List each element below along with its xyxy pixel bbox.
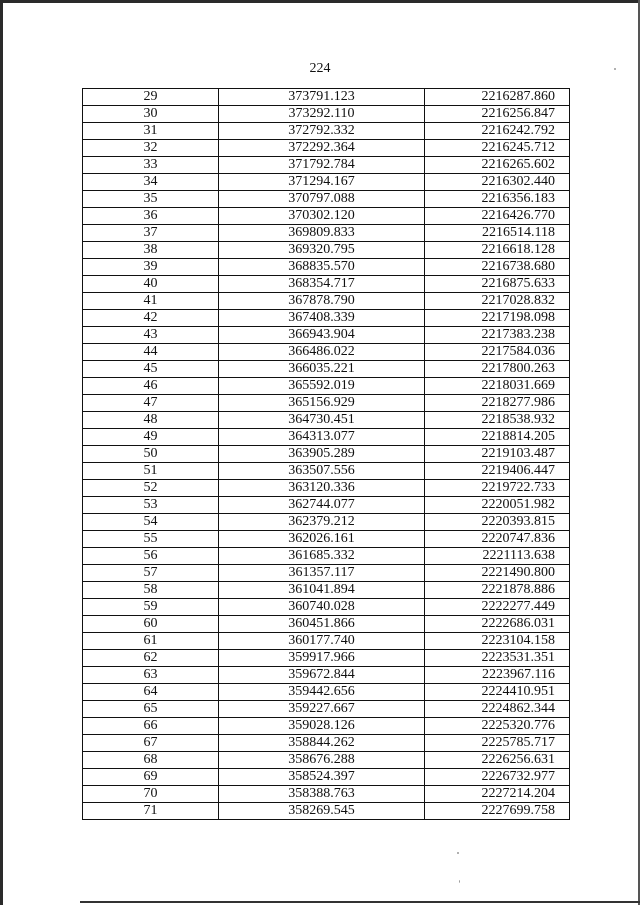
x-coordinate-cell: 371792.784 — [219, 157, 425, 174]
table-row — [83, 650, 570, 667]
y-coordinate-cell: 2226256.631 — [425, 752, 570, 769]
table-row — [83, 769, 570, 786]
y-coordinate-cell: 2216738.680 — [425, 259, 570, 276]
table-row — [83, 701, 570, 718]
y-coordinate-cell: 2220051.982 — [425, 497, 570, 514]
point-number-cell: 66 — [83, 718, 219, 735]
point-number-cell: 63 — [83, 667, 219, 684]
y-coordinate-cell: 2217800.263 — [425, 361, 570, 378]
y-coordinate-cell: 2223967.116 — [425, 667, 570, 684]
y-coordinate-cell: 2216426.770 — [425, 208, 570, 225]
point-number-cell: 56 — [83, 548, 219, 565]
table-row — [83, 582, 570, 599]
x-coordinate-cell: 360451.866 — [219, 616, 425, 633]
x-coordinate-cell: 366035.221 — [219, 361, 425, 378]
point-number-cell: 36 — [83, 208, 219, 225]
table-row — [83, 684, 570, 701]
table-row — [83, 208, 570, 225]
y-coordinate-cell: 2216256.847 — [425, 106, 570, 123]
y-coordinate-cell: 2227699.758 — [425, 803, 570, 820]
table-row — [83, 786, 570, 803]
table-row — [83, 718, 570, 735]
point-number-cell: 53 — [83, 497, 219, 514]
y-coordinate-cell: 2218277.986 — [425, 395, 570, 412]
point-number-cell: 30 — [83, 106, 219, 123]
table-row — [83, 157, 570, 174]
y-coordinate-cell: 2216265.602 — [425, 157, 570, 174]
x-coordinate-cell: 368835.570 — [219, 259, 425, 276]
table-row — [83, 191, 570, 208]
y-coordinate-cell: 2224410.951 — [425, 684, 570, 701]
table-row — [83, 429, 570, 446]
point-number-cell: 43 — [83, 327, 219, 344]
x-coordinate-cell: 358676.288 — [219, 752, 425, 769]
x-coordinate-cell: 358269.545 — [219, 803, 425, 820]
y-coordinate-cell: 2224862.344 — [425, 701, 570, 718]
x-coordinate-cell: 360177.740 — [219, 633, 425, 650]
table-row — [83, 89, 570, 106]
x-coordinate-cell: 358524.397 — [219, 769, 425, 786]
y-coordinate-cell: 2226732.977 — [425, 769, 570, 786]
x-coordinate-cell: 363120.336 — [219, 480, 425, 497]
y-coordinate-cell: 2218538.932 — [425, 412, 570, 429]
x-coordinate-cell: 368354.717 — [219, 276, 425, 293]
y-coordinate-cell: 2227214.204 — [425, 786, 570, 803]
point-number-cell: 51 — [83, 463, 219, 480]
y-coordinate-cell: 2216302.440 — [425, 174, 570, 191]
y-coordinate-cell: 2216242.792 — [425, 123, 570, 140]
y-coordinate-cell: 2221113.638 — [425, 548, 570, 565]
x-coordinate-cell: 366943.904 — [219, 327, 425, 344]
x-coordinate-cell: 364313.077 — [219, 429, 425, 446]
table-row — [83, 480, 570, 497]
x-coordinate-cell: 366486.022 — [219, 344, 425, 361]
point-number-cell: 32 — [83, 140, 219, 157]
point-number-cell: 58 — [83, 582, 219, 599]
coordinates-table — [82, 88, 570, 820]
point-number-cell: 42 — [83, 310, 219, 327]
x-coordinate-cell: 361041.894 — [219, 582, 425, 599]
point-number-cell: 48 — [83, 412, 219, 429]
y-coordinate-cell: 2221490.800 — [425, 565, 570, 582]
table-row — [83, 548, 570, 565]
y-coordinate-cell: 2221878.886 — [425, 582, 570, 599]
y-coordinate-cell: 2216875.633 — [425, 276, 570, 293]
x-coordinate-cell: 370797.088 — [219, 191, 425, 208]
x-coordinate-cell: 367408.339 — [219, 310, 425, 327]
scan-edge-left — [0, 0, 3, 905]
point-number-cell: 38 — [83, 242, 219, 259]
table-body — [83, 89, 570, 820]
y-coordinate-cell: 2216356.183 — [425, 191, 570, 208]
y-coordinate-cell: 2219406.447 — [425, 463, 570, 480]
y-coordinate-cell: 2220747.836 — [425, 531, 570, 548]
x-coordinate-cell: 371294.167 — [219, 174, 425, 191]
point-number-cell: 54 — [83, 514, 219, 531]
point-number-cell: 62 — [83, 650, 219, 667]
table-row — [83, 752, 570, 769]
table-row — [83, 293, 570, 310]
table-row — [83, 531, 570, 548]
x-coordinate-cell: 362026.161 — [219, 531, 425, 548]
table-row — [83, 616, 570, 633]
x-coordinate-cell: 373791.123 — [219, 89, 425, 106]
point-number-cell: 46 — [83, 378, 219, 395]
point-number-cell: 65 — [83, 701, 219, 718]
x-coordinate-cell: 363905.289 — [219, 446, 425, 463]
point-number-cell: 50 — [83, 446, 219, 463]
x-coordinate-cell: 369809.833 — [219, 225, 425, 242]
point-number-cell: 68 — [83, 752, 219, 769]
table-row — [83, 463, 570, 480]
point-number-cell: 57 — [83, 565, 219, 582]
point-number-cell: 44 — [83, 344, 219, 361]
point-number-cell: 61 — [83, 633, 219, 650]
table-row — [83, 378, 570, 395]
y-coordinate-cell: 2218031.669 — [425, 378, 570, 395]
y-coordinate-cell: 2216514.118 — [425, 225, 570, 242]
table-row — [83, 446, 570, 463]
y-coordinate-cell: 2219722.733 — [425, 480, 570, 497]
scan-speck — [457, 852, 459, 854]
y-coordinate-cell: 2216287.860 — [425, 89, 570, 106]
x-coordinate-cell: 359917.966 — [219, 650, 425, 667]
x-coordinate-cell: 362744.077 — [219, 497, 425, 514]
x-coordinate-cell: 359227.667 — [219, 701, 425, 718]
x-coordinate-cell: 363507.556 — [219, 463, 425, 480]
y-coordinate-cell: 2222686.031 — [425, 616, 570, 633]
x-coordinate-cell: 364730.451 — [219, 412, 425, 429]
scan-speck — [459, 880, 460, 883]
table-row — [83, 225, 570, 242]
table-row — [83, 633, 570, 650]
table-row — [83, 344, 570, 361]
table-row — [83, 106, 570, 123]
table-row — [83, 599, 570, 616]
table-row — [83, 497, 570, 514]
x-coordinate-cell: 365156.929 — [219, 395, 425, 412]
table-row — [83, 803, 570, 820]
point-number-cell: 31 — [83, 123, 219, 140]
point-number-cell: 39 — [83, 259, 219, 276]
table-row — [83, 514, 570, 531]
y-coordinate-cell: 2223104.158 — [425, 633, 570, 650]
x-coordinate-cell: 367878.790 — [219, 293, 425, 310]
point-number-cell: 59 — [83, 599, 219, 616]
point-number-cell: 35 — [83, 191, 219, 208]
x-coordinate-cell: 373292.110 — [219, 106, 425, 123]
point-number-cell: 70 — [83, 786, 219, 803]
scan-edge-bottom — [80, 901, 640, 903]
scan-edge-top — [0, 0, 640, 3]
y-coordinate-cell: 2216245.712 — [425, 140, 570, 157]
x-coordinate-cell: 359028.126 — [219, 718, 425, 735]
x-coordinate-cell: 359672.844 — [219, 667, 425, 684]
point-number-cell: 69 — [83, 769, 219, 786]
x-coordinate-cell: 361357.117 — [219, 565, 425, 582]
table-row — [83, 310, 570, 327]
table-row — [83, 327, 570, 344]
page-number: 224 — [309, 61, 331, 76]
point-number-cell: 41 — [83, 293, 219, 310]
point-number-cell: 47 — [83, 395, 219, 412]
x-coordinate-cell: 365592.019 — [219, 378, 425, 395]
table-row — [83, 174, 570, 191]
y-coordinate-cell: 2217383.238 — [425, 327, 570, 344]
table-row — [83, 140, 570, 157]
y-coordinate-cell: 2216618.128 — [425, 242, 570, 259]
table-row — [83, 735, 570, 752]
point-number-cell: 33 — [83, 157, 219, 174]
y-coordinate-cell: 2217198.098 — [425, 310, 570, 327]
y-coordinate-cell: 2219103.487 — [425, 446, 570, 463]
x-coordinate-cell: 358844.262 — [219, 735, 425, 752]
table-row — [83, 123, 570, 140]
point-number-cell: 34 — [83, 174, 219, 191]
x-coordinate-cell: 370302.120 — [219, 208, 425, 225]
x-coordinate-cell: 362379.212 — [219, 514, 425, 531]
x-coordinate-cell: 372292.364 — [219, 140, 425, 157]
y-coordinate-cell: 2217584.036 — [425, 344, 570, 361]
point-number-cell: 37 — [83, 225, 219, 242]
point-number-cell: 49 — [83, 429, 219, 446]
table-row — [83, 361, 570, 378]
point-number-cell: 52 — [83, 480, 219, 497]
point-number-cell: 60 — [83, 616, 219, 633]
x-coordinate-cell: 360740.028 — [219, 599, 425, 616]
x-coordinate-cell: 358388.763 — [219, 786, 425, 803]
y-coordinate-cell: 2218814.205 — [425, 429, 570, 446]
y-coordinate-cell: 2222277.449 — [425, 599, 570, 616]
point-number-cell: 64 — [83, 684, 219, 701]
x-coordinate-cell: 372792.332 — [219, 123, 425, 140]
point-number-cell: 67 — [83, 735, 219, 752]
y-coordinate-cell: 2225320.776 — [425, 718, 570, 735]
table-row — [83, 259, 570, 276]
y-coordinate-cell: 2225785.717 — [425, 735, 570, 752]
point-number-cell: 40 — [83, 276, 219, 293]
x-coordinate-cell: 359442.656 — [219, 684, 425, 701]
point-number-cell: 45 — [83, 361, 219, 378]
point-number-cell: 71 — [83, 803, 219, 820]
point-number-cell: 29 — [83, 89, 219, 106]
x-coordinate-cell: 369320.795 — [219, 242, 425, 259]
point-number-cell: 55 — [83, 531, 219, 548]
y-coordinate-cell: 2217028.832 — [425, 293, 570, 310]
table-row — [83, 667, 570, 684]
table-row — [83, 412, 570, 429]
y-coordinate-cell: 2223531.351 — [425, 650, 570, 667]
table-row — [83, 565, 570, 582]
table-row — [83, 242, 570, 259]
table-row — [83, 395, 570, 412]
table-row — [83, 276, 570, 293]
y-coordinate-cell: 2220393.815 — [425, 514, 570, 531]
x-coordinate-cell: 361685.332 — [219, 548, 425, 565]
